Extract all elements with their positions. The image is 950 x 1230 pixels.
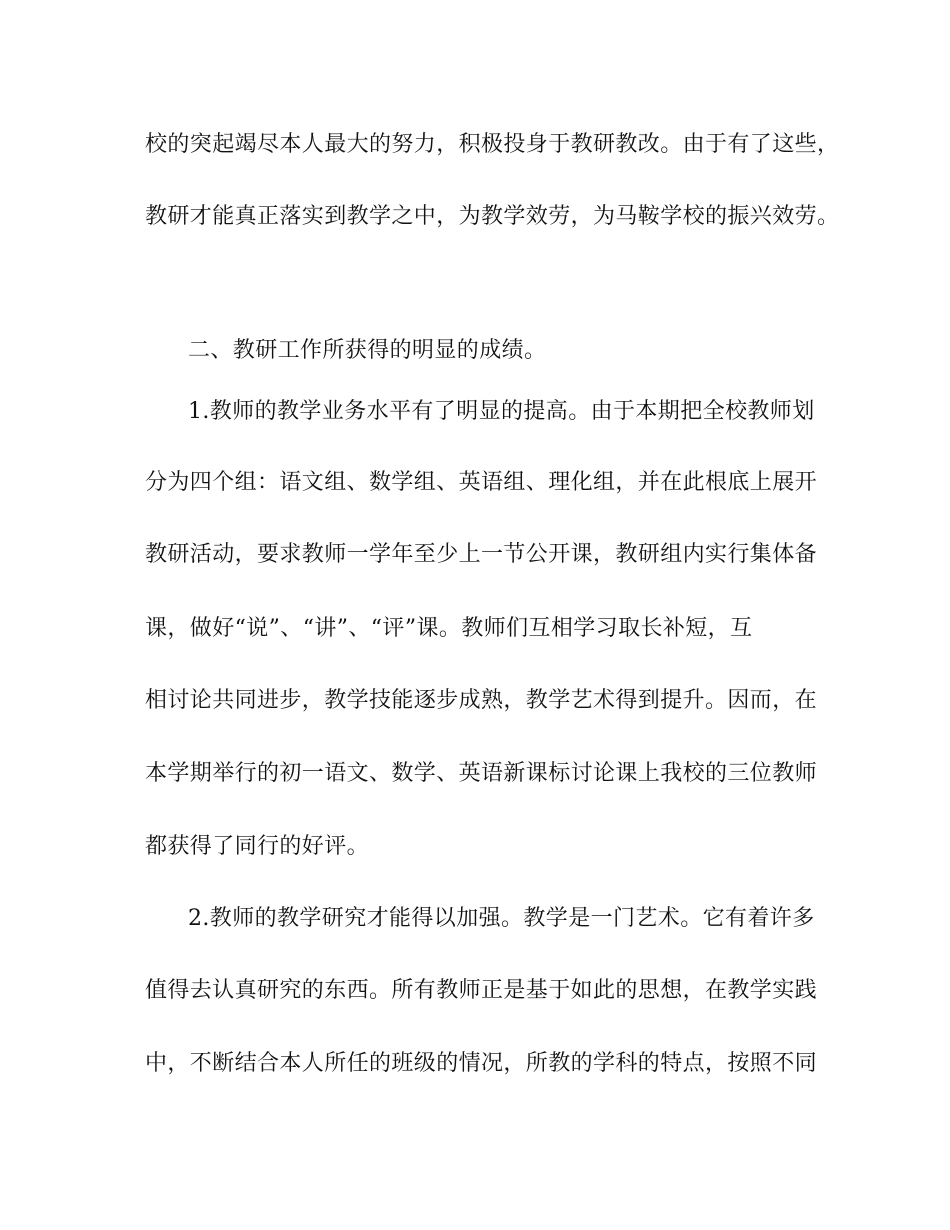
paragraph-line: 分为四个组：语文组、数学组、英语组、理化组，并在此根底上展开 (145, 470, 818, 495)
paragraph-line: 校的突起竭尽本人最大的努力，积极投身于教研教改。由于有了这些， (145, 132, 840, 157)
paragraph-line: 都获得了同行的好评。 (145, 834, 370, 859)
paragraph-line: 课，做好“说”、“讲”、“评”课。教师们互相学习取长补短，互 (145, 616, 753, 641)
paragraph-line: 2.教师的教学研究才能得以加强。教学是一门艺术。它有着许多 (188, 906, 815, 931)
paragraph-line: 教研活动，要求教师一学年至少上一节公开课，教研组内实行集体备 (145, 542, 818, 567)
section-heading: 二、教研工作所获得的明显的成绩。 (188, 338, 547, 363)
paragraph-line: 相讨论共同进步，教学技能逐步成熟，教学艺术得到提升。因而，在 (145, 688, 818, 713)
paragraph-line: 1.教师的教学业务水平有了明显的提高。由于本期把全校教师划 (188, 399, 815, 424)
paragraph-line: 值得去认真研究的东西。所有教师正是基于如此的思想，在教学实践 (145, 978, 818, 1003)
paragraph-line: 教研才能真正落实到教学之中，为教学效劳，为马鞍学校的振兴效劳。 (145, 204, 840, 229)
paragraph-line: 本学期举行的初一语文、数学、英语新课标讨论课上我校的三位教师 (145, 761, 818, 786)
paragraph-line: 中，不断结合本人所任的班级的情况，所教的学科的特点，按照不同 (145, 1051, 818, 1076)
